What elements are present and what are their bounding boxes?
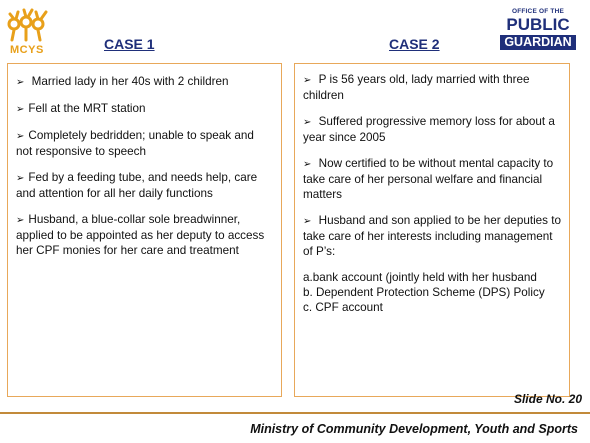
public-guardian-logo: [498, 8, 578, 58]
list-item: ➢ Suffered progressive memory loss for about a year since 2005: [303, 115, 555, 144]
footer-divider: [0, 412, 590, 414]
mcys-logo: [6, 6, 52, 56]
arrow-bullet-icon: ➢: [16, 215, 25, 226]
logo-guardian-text: GUARDIAN: [500, 35, 575, 50]
list-item: ➢ Now certified to be without mental capacity to take care of her personal welfare and financial matters: [303, 157, 554, 201]
case1-title: CASE 1: [104, 36, 155, 52]
list-item: ➢ Husband, a blue-collar sole breadwinner, applied to be appointed as her deputy to access her CPF monies for her care and treatment: [16, 213, 265, 257]
list-item: ➢ P is 56 years old, lady married with three children: [303, 73, 530, 102]
arrow-bullet-icon: ➢: [303, 216, 312, 227]
arrow-bullet-icon: ➢: [16, 104, 25, 115]
list-item: ➢ Husband and son applied to be her deputies to take care of her interests including management of P’s:: [303, 214, 562, 258]
list-item: ➢ Fell at the MRT station: [16, 102, 146, 115]
arrow-bullet-icon: ➢: [303, 117, 312, 128]
arrow-bullet-icon: ➢: [16, 77, 25, 88]
case2-card: [294, 63, 570, 397]
logo-public-text: PUBLIC: [506, 15, 570, 34]
arrow-bullet-icon: ➢: [16, 173, 25, 184]
arrow-bullet-icon: ➢: [303, 75, 312, 86]
asset-list: [303, 270, 561, 315]
case2-title: CASE 2: [389, 36, 440, 52]
slide-number: Slide No. 20: [513, 392, 582, 406]
asset-item: b. Dependent Protection Scheme (DPS) Policy: [303, 286, 545, 299]
mcys-logo-text: MCYS: [10, 44, 44, 56]
logo-office-text: OFFICE OF THE: [511, 8, 565, 15]
list-item: ➢ Completely bedridden; unable to speak and not responsive to speech: [16, 129, 254, 158]
case1-card: [7, 63, 282, 397]
list-item: ➢ Married lady in her 40s with 2 children: [16, 75, 229, 88]
asset-item: a.bank account (jointly held with her husband: [303, 271, 537, 284]
arrow-bullet-icon: ➢: [16, 131, 25, 142]
mcys-figures-icon: [6, 6, 52, 44]
asset-item: c. CPF account: [303, 301, 383, 314]
list-item: ➢ Fed by a feeding tube, and needs help, care and attention for all her daily functions: [16, 171, 258, 200]
arrow-bullet-icon: ➢: [303, 159, 312, 170]
footer-text: Ministry of Community Development, Youth and Sports: [250, 422, 578, 436]
